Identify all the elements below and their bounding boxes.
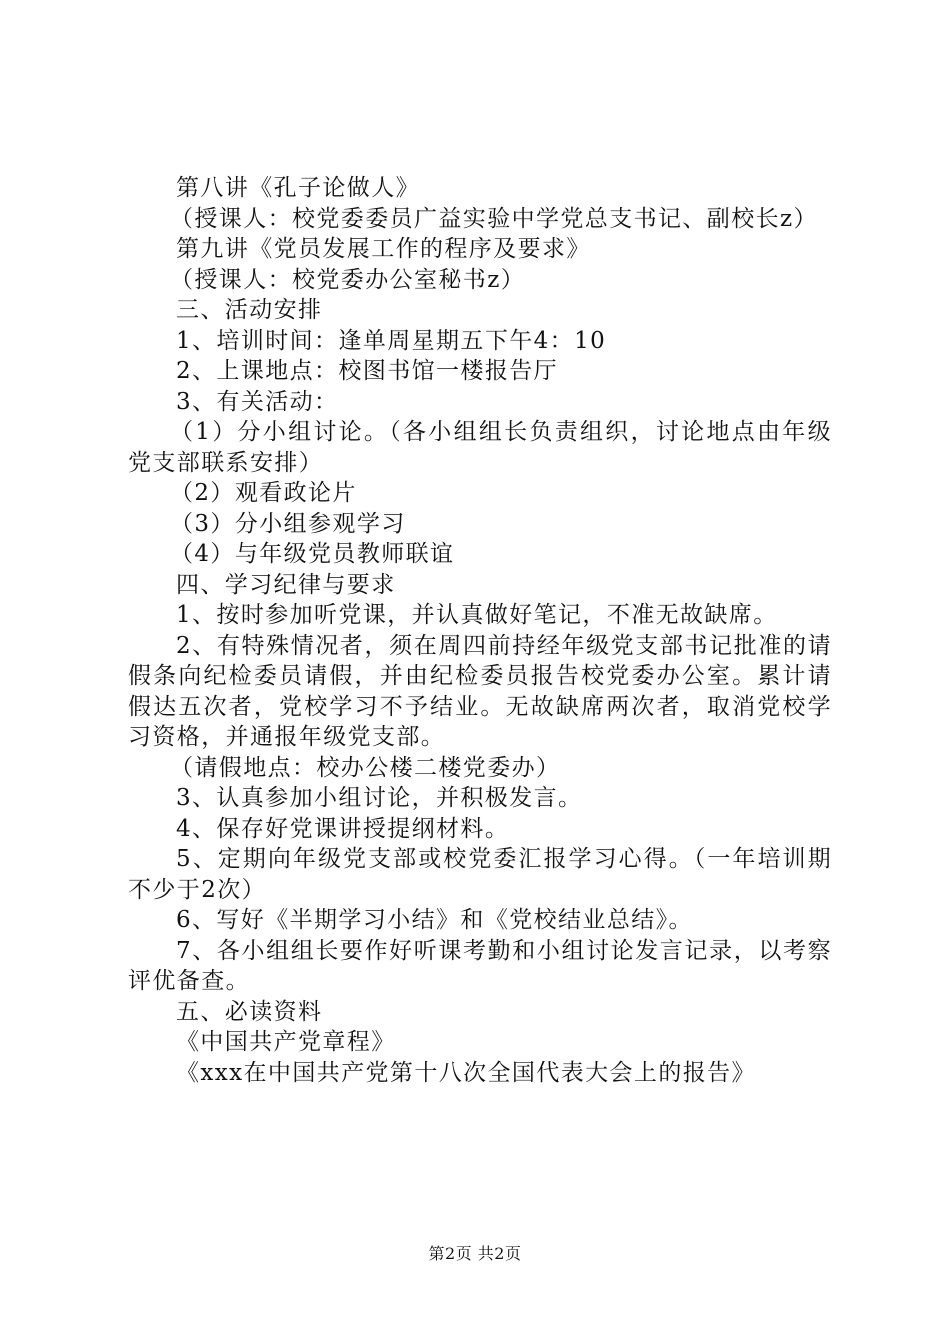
paragraph: 6、写好《半期学习小结》和《党校结业总结》。 (176, 907, 693, 933)
paragraph: 第八讲《孔子论做人》 (176, 175, 420, 201)
paragraph: （授课人：校党委办公室秘书z） (170, 266, 526, 293)
paragraph: 2、有特殊情况者，须在周四前持经年级党支部书记批准的请假条向纪检委员请假，并由纪检委员报告校党委办公室。累计请假达五次者，党校学习不予结业。无故缺席两次者，取消党校学习资格，并通报年级党支部。 (128, 632, 832, 750)
section-heading: 三、活动安排 (176, 297, 323, 323)
paragraph: 1、按时参加听党课，并认真做好笔记，不准无故缺席。 (176, 602, 778, 628)
paragraph: （4）与年级党员教师联谊 (170, 541, 455, 567)
paragraph: （2）观看政论片 (170, 480, 357, 506)
paragraph: 第九讲《党员发展工作的程序及要求》 (176, 236, 591, 262)
paragraph: （3）分小组参观学习 (170, 510, 406, 537)
paragraph: 4、保存好党课讲授提纲材料。 (176, 815, 510, 842)
paragraph: 5、定期向年级党支部或校党委汇报学习心得。（一年培训期不少于2次） (128, 846, 832, 903)
paragraph: （请假地点：校办公楼二楼党委办） (170, 754, 561, 781)
paragraph: 1、培训时间：逢单周星期五下午4：10 (176, 327, 607, 354)
section-heading: 五、必读资料 (176, 998, 323, 1025)
paragraph: 7、各小组组长要作好听课考勤和小组讨论发言记录，以考察评优备查。 (128, 937, 832, 994)
page-number-label: 第2页 共2页 (428, 1244, 522, 1263)
paragraph: 《xxx在中国共产党第十八次全国代表大会上的报告》 (176, 1059, 756, 1086)
paragraph: （授课人：校党委委员广益实验中学党总支书记、副校长z） (170, 205, 818, 232)
paragraph: 3、认真参加小组讨论，并积极发言。 (176, 785, 583, 811)
paragraph: 2、上课地点：校图书馆一楼报告厅 (176, 358, 559, 384)
paragraph: 3、有关活动： (176, 388, 339, 415)
page-footer (0, 1244, 950, 1264)
paragraph: 《中国共产党章程》 (176, 1029, 396, 1055)
document-body (128, 173, 832, 1088)
paragraph: （1）分小组讨论。（各小组组长负责组织，讨论地点由年级党支部联系安排） (128, 419, 832, 476)
section-heading: 四、学习纪律与要求 (176, 571, 396, 598)
